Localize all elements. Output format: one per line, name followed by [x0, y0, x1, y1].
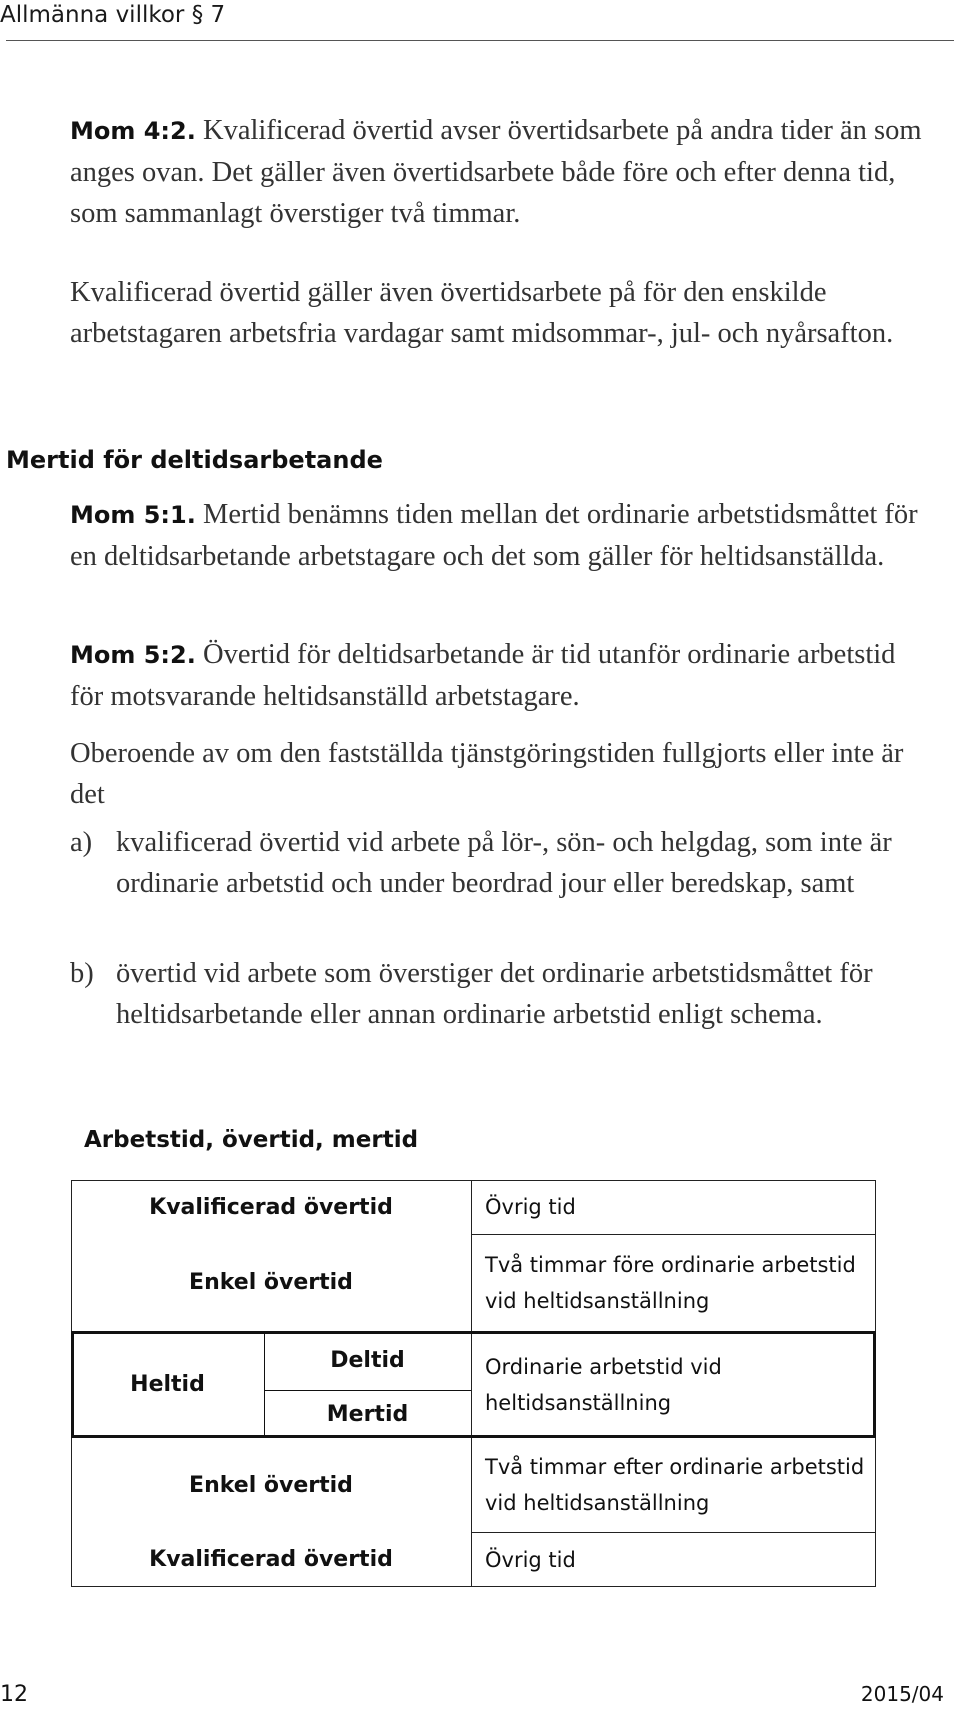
running-title: Allmänna villkor § 7 — [0, 2, 226, 28]
mom-5-2-paragraph-2: Oberoende av om den fastställda tjänstgöringstiden fullgjorts eller inte är det — [70, 738, 904, 810]
header-divider — [6, 40, 954, 41]
mom-5-1-label: Mom 5:1. — [70, 501, 196, 529]
list-item-a-letter: a) — [70, 827, 93, 858]
mom-5-1-paragraph — [70, 494, 930, 577]
list-item-a-text: kvalificerad övertid vid arbete på lör-, sön- och helgdag, som inte är ordinarie arbetstid och under beordrad jour eller beredskap, samt — [116, 827, 892, 899]
table-title: Arbetstid, övertid, mertid — [84, 1127, 419, 1153]
mom-5-2-label: Mom 5:2. — [70, 641, 196, 669]
cell-enkel-overtid-bottom: Enkel övertid — [189, 1472, 353, 1498]
cell-tva-timmar-fore: Två timmar före ordinarie arbetstid vid heltidsanställning — [485, 1252, 856, 1313]
mom-5-1-text: Mertid benämns tiden mellan det ordinarie arbetstidsmåttet för en deltidsarbetande arbetstagare och det som gäller för heltidsanställda. — [70, 499, 918, 572]
cell-kvalificerad-overtid-top: Kvalificerad övertid — [149, 1194, 393, 1220]
cell-ordinarie-arbetstid: Ordinarie arbetstid vid heltidsanställning — [485, 1354, 722, 1415]
page-number: 12 — [0, 1682, 28, 1707]
cell-enkel-overtid-top: Enkel övertid — [189, 1270, 353, 1295]
mom-5-2-text: Övertid för deltidsarbetande är tid utanför ordinarie arbetstid för motsvarande heltidsanställd arbetstagare. — [70, 639, 896, 712]
mom-4-2-paragraph — [70, 110, 930, 234]
mom-4-2-label: Mom 4:2. — [70, 117, 196, 145]
mom-5-2-paragraph — [70, 634, 930, 717]
list-item-b-text: övertid vid arbete som överstiger det ordinarie arbetstidsmåttet för heltidsarbetande eller annan ordinarie arbetstid enligt schema. — [116, 958, 873, 1030]
list-item-b-letter: b) — [70, 958, 94, 989]
cell-tva-timmar-efter: Två timmar efter ordinarie arbetstid vid heltidsanställning — [485, 1455, 865, 1515]
document-date: 2015/04 — [860, 1682, 944, 1706]
cell-deltid: Deltid — [330, 1348, 405, 1373]
mom-4-2-paragraph-2: Kvalificerad övertid gäller även övertidsarbete på för den enskilde arbetstagaren arbetsfria vardagar samt midsommar-, jul- och nyårsafton. — [70, 277, 894, 349]
cell-ovrig-tid-bottom: Övrig tid — [485, 1547, 576, 1572]
cell-kvalificerad-overtid-bottom: Kvalificerad övertid — [149, 1547, 393, 1572]
cell-mertid: Mertid — [326, 1401, 409, 1427]
cell-ovrig-tid-top: Övrig tid — [485, 1195, 576, 1219]
cell-heltid: Heltid — [130, 1372, 205, 1397]
mom-4-2-text: Kvalificerad övertid avser övertidsarbete på andra tider än som anges ovan. Det gäller även övertidsarbete både före och efter denna tid, som sammanlagt överstiger två timmar. — [70, 115, 922, 229]
section-heading: Mertid för deltidsarbetande — [6, 446, 383, 474]
